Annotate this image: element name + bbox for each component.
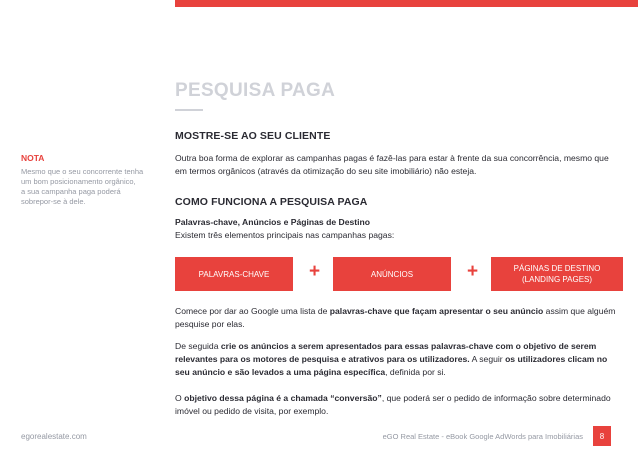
ads-box: ANÚNCIOS xyxy=(333,257,451,291)
footer-document-title: eGO Real Estate - eBook Google AdWords para Imobiliárias xyxy=(382,432,583,441)
section-heading-show-yourself: MOSTRE-SE AO SEU CLIENTE xyxy=(175,130,331,142)
landing-pages-title: PÁGINAS DE DESTINO xyxy=(513,264,601,273)
landing-pages-box xyxy=(491,257,623,291)
paragraph-landing-page: O objetivo dessa página é a chamada “conversão”, que poderá ser o pedido de informação sobre determinado imóvel ou pedido de visita, por exemplo. xyxy=(175,393,611,416)
note-line: sobrepor-se à dele. xyxy=(21,197,86,206)
section-heading-how-it-works: COMO FUNCIONA A PESQUISA PAGA xyxy=(175,196,368,208)
footer-website: egorealestate.com xyxy=(21,432,87,441)
page-title: PESQUISA PAGA xyxy=(175,80,336,101)
keywords-box: PALAVRAS-CHAVE xyxy=(175,257,293,291)
title-underline xyxy=(175,109,203,111)
note-line: a sua campanha paga poderá xyxy=(21,187,121,196)
page-number: 8 xyxy=(593,426,611,446)
section-intro: Existem três elementos principais nas campanhas pagas: xyxy=(175,230,395,240)
landing-pages-subtitle: (LANDING PAGES) xyxy=(521,275,593,284)
note-line: um bom posicionamento orgânico, xyxy=(21,177,136,186)
note-label: NOTA xyxy=(21,153,45,163)
paragraph-keywords: Comece por dar ao Google uma lista de palavras-chave que façam apresentar o seu anúncio assim que alguém pesquise por elas. xyxy=(175,306,616,329)
section-body-show-yourself: Outra boa forma de explorar as campanhas pagas é fazê-las para estar à frente da sua concorrência, mesmo que em termos orgânicos (através da otimização do seu site imobiliário) não esteja. xyxy=(175,153,609,176)
paragraph-ads: De seguida crie os anúncios a serem apresentados para essas palavras-chave com o objetivo de serem relevantes para os motores de pesquisa e atrativos para os utilizadores. A seguir os utilizadores clicam no seu anúncio e são levados a uma página específica, definida por si. xyxy=(175,341,608,377)
plus-icon: + xyxy=(309,261,321,282)
plus-icon: + xyxy=(467,261,479,282)
note-line: Mesmo que o seu concorrente tenha xyxy=(21,167,144,176)
note-text xyxy=(21,167,161,207)
section-subheading: Palavras-chave, Anúncios e Páginas de Destino xyxy=(175,217,371,227)
top-accent-bar xyxy=(175,0,638,7)
